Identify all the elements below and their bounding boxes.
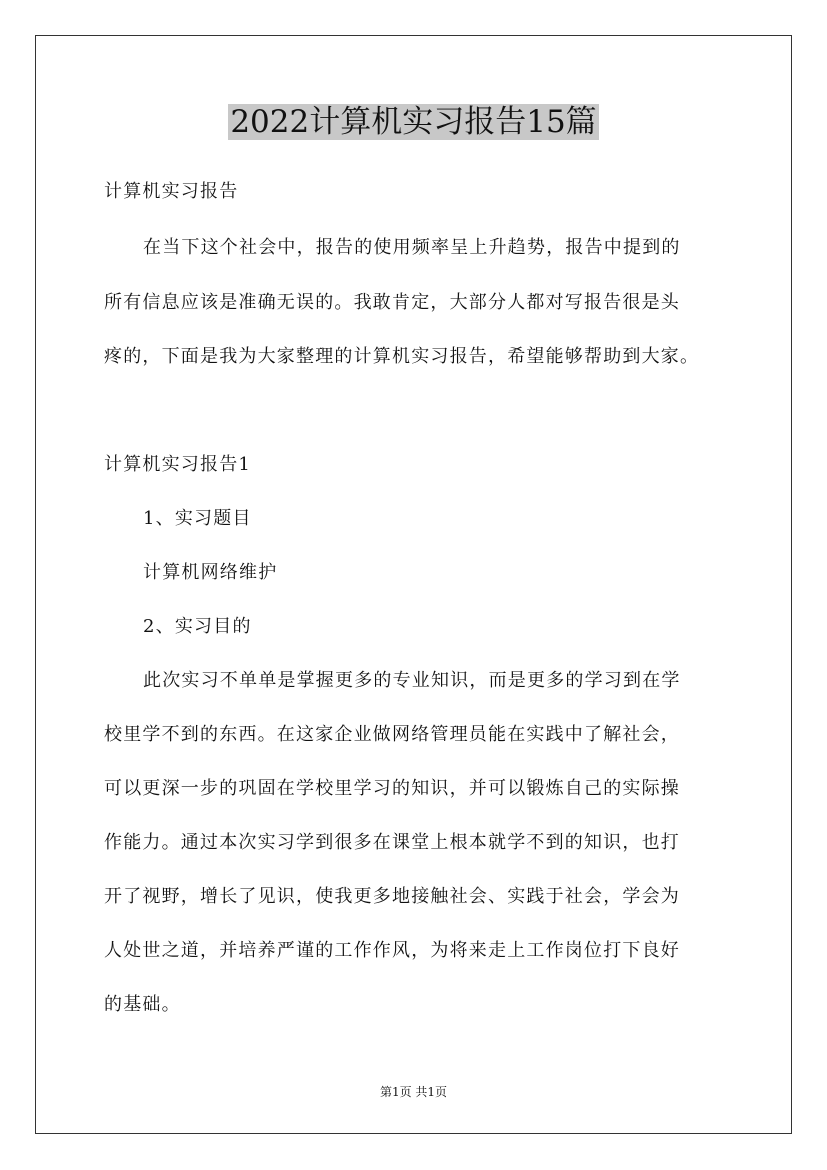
purpose-paragraph-line: 的基础。 (104, 994, 181, 1015)
purpose-paragraph-line: 此次实习不单单是掌握更多的专业知识，而是更多的学习到在学 (143, 670, 681, 691)
purpose-paragraph-line: 开了视野，增长了见识，使我更多地接触社会、实践于社会，学会为 (104, 886, 680, 907)
intro-paragraph-line: 所有信息应该是准确无误的。我敢肯定，大部分人都对写报告很是头 (104, 292, 680, 313)
item-label: 2、实习目的 (143, 616, 252, 637)
intro-paragraph-line: 在当下这个社会中，报告的使用频率呈上升趋势，报告中提到的 (143, 237, 681, 258)
item-text: 计算机网络维护 (143, 562, 278, 583)
document-title-text: 2022计算机实习报告15篇 (230, 104, 597, 140)
purpose-paragraph-line: 人处世之道，并培养严谨的工作作风，为将来走上工作岗位打下良好 (104, 940, 680, 961)
document-title (0, 100, 827, 144)
intro-heading: 计算机实习报告 (104, 181, 239, 202)
intro-paragraph-line: 疼的，下面是我为大家整理的计算机实习报告，希望能够帮助到大家。 (104, 346, 700, 367)
purpose-paragraph-line: 作能力。通过本次实习学到很多在课堂上根本就学不到的知识，也打 (104, 832, 680, 853)
purpose-paragraph-line: 校里学不到的东西。在这家企业做网络管理员能在实践中了解社会， (104, 724, 680, 745)
item-label: 1、实习题目 (143, 508, 252, 529)
page-footer: 第1页 共1页 (379, 1085, 448, 1099)
purpose-paragraph-line: 可以更深一步的巩固在学校里学习的知识，并可以锻炼自己的实际操 (104, 778, 680, 799)
section-heading: 计算机实习报告1 (104, 454, 252, 475)
